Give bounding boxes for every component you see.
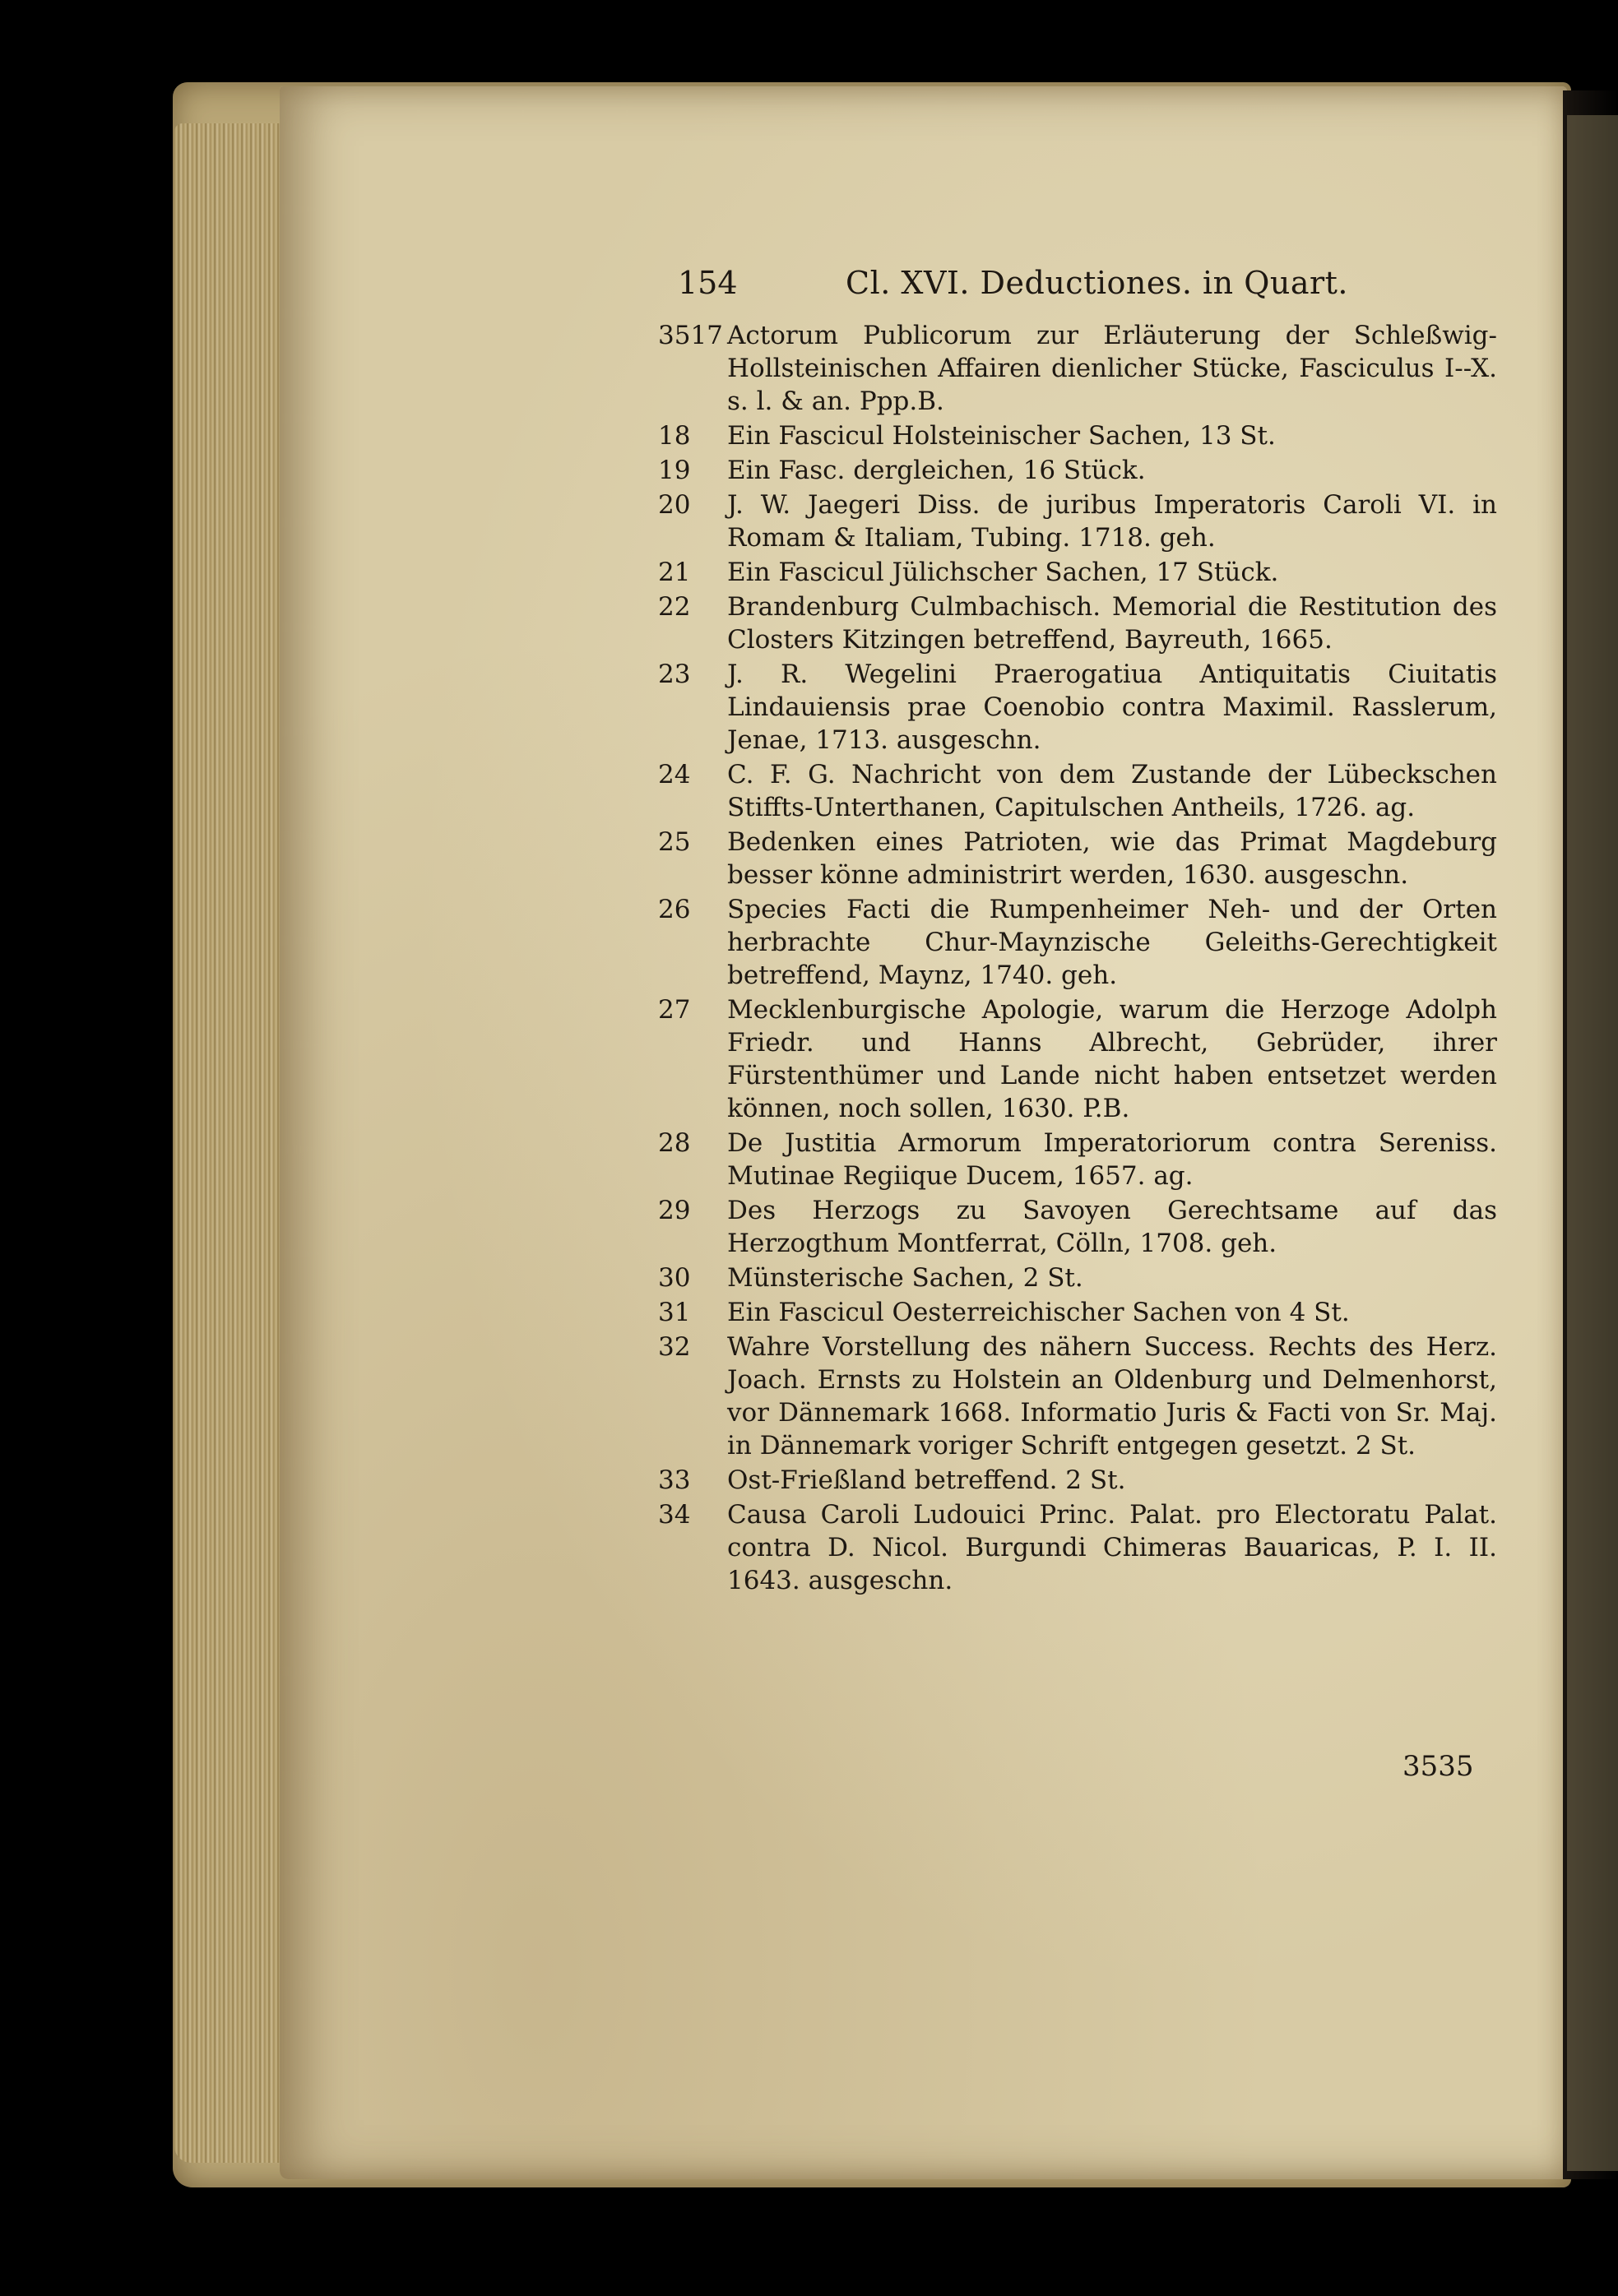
entry-32 xyxy=(658,1331,1497,1462)
entry-number: 20 xyxy=(658,490,691,520)
entry-text: Actorum Publicorum zur Erläuterung der Schleßwig-Hollsteinischen Affairen dienlicher Stücke, Fasciculus I--X. s. l. & an. Ppp.B. xyxy=(727,321,1497,416)
entry-text: Mecklenburgische Apologie, warum die Herzoge Adolph Friedr. und Hanns Albrecht, Gebrüder, ihrer Fürstenthümer und Lande nicht haben entsetzet werden können, noch sollen, 1630. P.B. xyxy=(727,995,1497,1123)
entry-text: C. F. G. Nachricht von dem Zustande der Lübeckschen Stiffts-Unterthanen, Capitulschen Antheils, 1726. ag. xyxy=(727,760,1497,822)
entry-number: 3517 xyxy=(658,321,723,350)
entry-number: 24 xyxy=(658,760,691,789)
entry-text: J. R. Wegelini Praerogatiua Antiquitatis Ciuitatis Lindauiensis prae Coenobio contra Maximil. Rasslerum, Jenae, 1713. ausgeschn. xyxy=(727,660,1497,755)
entry-number: 18 xyxy=(658,421,691,451)
entry-text: Ein Fascicul Oesterreichischer Sachen von 4 St. xyxy=(727,1298,1350,1327)
entry-number: 25 xyxy=(658,827,691,857)
facing-page-edge xyxy=(1567,115,1618,2171)
entry-34 xyxy=(658,1498,1497,1597)
entry-text: Bedenken eines Patrioten, wie das Primat Magdeburg besser könne administrirt werden, 1630. ausgeschn. xyxy=(727,827,1497,890)
entry-number: 21 xyxy=(658,558,691,587)
entry-21 xyxy=(658,556,1497,589)
entry-text: De Justitia Armorum Imperatoriorum contra Sereniss. Mutinae Regiique Ducem, 1657. ag. xyxy=(727,1128,1497,1191)
entry-23 xyxy=(658,658,1497,757)
entry-28 xyxy=(658,1127,1497,1192)
entry-22 xyxy=(658,590,1497,656)
page-header xyxy=(658,262,1497,319)
entry-31 xyxy=(658,1296,1497,1329)
entry-number: 27 xyxy=(658,995,691,1025)
entry-number: 28 xyxy=(658,1128,691,1158)
entry-number: 29 xyxy=(658,1196,691,1225)
entry-19 xyxy=(658,454,1497,487)
entry-text: Wahre Vorstellung des nähern Success. Rechts des Herz. Joach. Ernsts zu Holstein an Oldenburg und Delmenhorst, vor Dännemark 1668. Informatio Juris & Facti von Sr. Maj. in Dännemark voriger Schrift entgegen gesetzt. 2 St. xyxy=(727,1332,1497,1460)
entry-number: 19 xyxy=(658,456,691,485)
entry-text: Ein Fasc. dergleichen, 16 Stück. xyxy=(727,456,1146,485)
entry-text: Brandenburg Culmbachisch. Memorial die Restitution des Closters Kitzingen betreffend, Bayreuth, 1665. xyxy=(727,592,1497,655)
entry-number: 31 xyxy=(658,1298,691,1327)
entry-text: Münsterische Sachen, 2 St. xyxy=(727,1263,1083,1293)
entry-25 xyxy=(658,826,1497,891)
entry-18 xyxy=(658,419,1497,452)
entry-24 xyxy=(658,758,1497,824)
entry-number: 32 xyxy=(658,1332,691,1362)
entry-number: 33 xyxy=(658,1465,691,1495)
entry-30 xyxy=(658,1261,1497,1294)
entry-text: J. W. Jaegeri Diss. de juribus Imperatoris Caroli VI. in Romam & Italiam, Tubing. 1718. geh. xyxy=(727,490,1497,553)
catchword: 3535 xyxy=(1402,1750,1474,1783)
entry-text: Ein Fascicul Holsteinischer Sachen, 13 St. xyxy=(727,421,1276,451)
entry-number: 30 xyxy=(658,1263,691,1293)
running-head: Cl. XVI. Deductiones. in Quart. xyxy=(846,265,1349,301)
entry-27 xyxy=(658,993,1497,1125)
entry-text: Causa Caroli Ludouici Princ. Palat. pro Electoratu Palat. contra D. Nicol. Burgundi Chimeras Bauaricas, P. I. II. 1643. ausgeschn. xyxy=(727,1500,1497,1595)
page-edges-stack xyxy=(174,123,290,2163)
entry-text: Species Facti die Rumpenheimer Neh- und der Orten herbrachte Chur-Maynzische Geleiths-Gerechtigkeit betreffend, Maynz, 1740. geh. xyxy=(727,895,1497,990)
entry-number: 23 xyxy=(658,660,691,689)
entry-number: 34 xyxy=(658,1500,691,1530)
entry-number: 26 xyxy=(658,895,691,924)
text-block xyxy=(658,262,1497,1599)
entry-number: 22 xyxy=(658,592,691,622)
entry-text: Des Herzogs zu Savoyen Gerechtsame auf das Herzogthum Montferrat, Cölln, 1708. geh. xyxy=(727,1196,1497,1258)
entry-29 xyxy=(658,1194,1497,1260)
entry-26 xyxy=(658,893,1497,992)
page-number: 154 xyxy=(678,265,738,301)
entry-33 xyxy=(658,1464,1497,1497)
entry-text: Ost-Frießland betreffend. 2 St. xyxy=(727,1465,1126,1495)
entry-text: Ein Fascicul Jülichscher Sachen, 17 Stück. xyxy=(727,558,1279,587)
entry-20 xyxy=(658,488,1497,554)
entry-3517 xyxy=(658,319,1497,418)
